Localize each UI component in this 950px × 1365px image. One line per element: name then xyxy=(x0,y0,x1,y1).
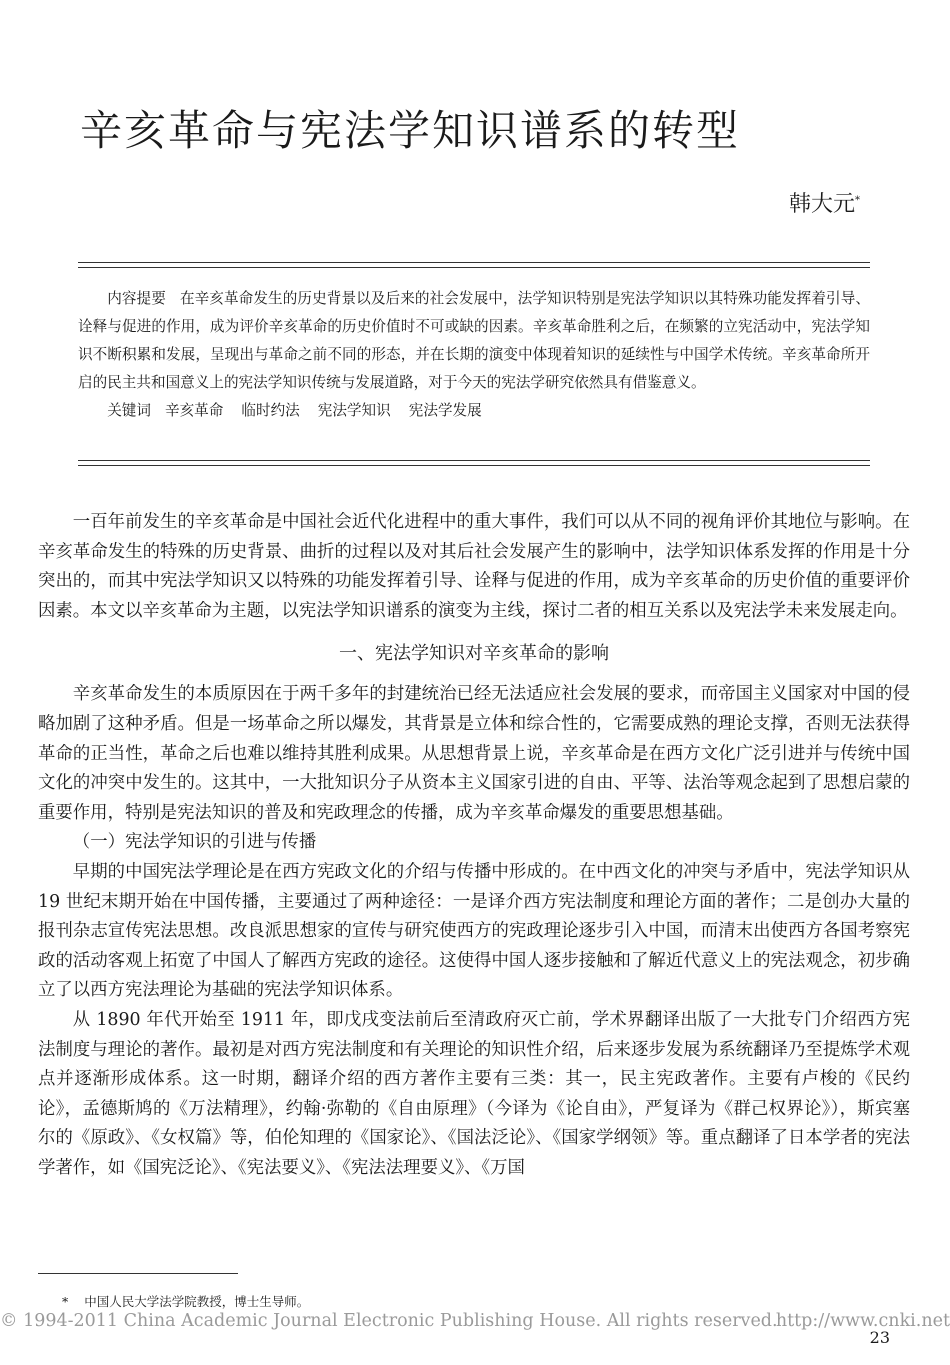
footnote-mark: * xyxy=(62,1294,69,1309)
keyword: 辛亥革命 xyxy=(164,402,224,419)
subsection-heading: （一）宪法学知识的引进与传播 xyxy=(72,832,317,853)
footnote xyxy=(62,1293,309,1311)
cnki-url: http://www.cnki.net xyxy=(775,1311,950,1331)
keyword: 宪法学发展 xyxy=(408,402,482,419)
abstract-text: 在辛亥革命发生的历史背景以及后来的社会发展中，法学知识特别是宪法学知识以其特殊功能发挥着引导、诠释与促进的作用，成为评价辛亥革命的历史价值时不可或缺的因素。辛亥革命胜利之后，在频繁的立宪活动中，宪法学知识不断积累和发展，呈现出与革命之前不同的形态，并在长期的演变中体现着知识的延续性与中国学术传统。辛亥革命所开启的民主共和国意义上的宪法学知识传统与发展道路，对于今天的宪法学研究依然具有借鉴意义。 xyxy=(78,290,870,391)
abstract-paragraph xyxy=(78,285,870,397)
body-paragraph: 从 1890 年代开始至 1911 年，即戊戌变法前后至清政府灭亡前，学术界翻译出版了一大批专门介绍西方宪法制度与理论的著作。最初是对西方宪法制度和有关理论的知识性介绍，后来逐步发展为系统翻译乃至提炼学术观点并逐渐形成体系。这一时期，翻译介绍的西方著作主要有三类：其一，民主宪政著作。主要有卢梭的《民约论》，孟德斯鸠的《万法精理》，约翰·弥勒的《自由原理》（今译为《论自由》，严复译为《群己权界论》），斯宾塞尔的《原政》、《女权篇》等，伯伦知理的《国家论》、《国法泛论》、《国家学纲领》等。重点翻译了日本学者的宪法学著作，如《国宪泛论》、《宪法要义》、《宪法法理要义》、《万国 xyxy=(38,1009,910,1178)
copyright-text: © 1994-2011 China Academic Journal Electronic Publishing House. All rights reserved. xyxy=(0,1311,778,1331)
article-body xyxy=(38,508,910,1183)
abstract-block xyxy=(78,285,870,425)
footnote-rule xyxy=(38,1273,238,1274)
abstract-label: 内容提要 xyxy=(107,290,166,307)
keywords-line xyxy=(78,397,870,425)
page-number: 23 xyxy=(869,1328,890,1347)
section-heading: 一、宪法学知识对辛亥革命的影响 xyxy=(339,643,609,665)
body-paragraph: 辛亥革命发生的本质原因在于两千多年的封建统治已经无法适应社会发展的要求，而帝国主义国家对中国的侵略加剧了这种矛盾。但是一场革命之所以爆发，其背景是立体和综合性的，它需要成熟的理论支撑，否则无法获得革命的正当性，革命之后也难以维持其胜利成果。从思想背景上说，辛亥革命是在西方文化广泛引进并与传统中国文化的冲突中发生的。这其中，一大批知识分子从资本主义国家引进的自由、平等、法治等观念起到了思想启蒙的重要作用，特别是宪法知识的普及和宪政理念的传播，成为辛亥革命爆发的重要思想基础。 xyxy=(38,684,910,823)
author-footnote-mark: * xyxy=(855,195,860,206)
abstract-bottom-rule xyxy=(78,460,870,466)
body-paragraph: 早期的中国宪法学理论是在西方宪政文化的介绍与传播中形成的。在中西文化的冲突与矛盾中，宪法学知识从 19 世纪末期开始在中国传播，主要通过了两种途径：一是译介西方宪法制度和理论方面的著作；二是创办大量的报刊杂志宣传宪法思想。改良派思想家的宣传与研究使西方的宪政理论逐步引入中国，而清末出使西方各国考察宪政的活动客观上拓宽了中国人了解西方宪政的途径。这使得中国人逐步接触和了解近代意义上的宪法观念，初步确立了以西方宪法理论为基础的宪法学知识体系。 xyxy=(38,861,910,1001)
keyword: 临时约法 xyxy=(241,402,300,419)
keyword: 宪法学知识 xyxy=(317,402,391,419)
intro-paragraph: 一百年前发生的辛亥革命是中国社会近代化进程中的重大事件，我们可以从不同的视角评价其地位与影响。在辛亥革命发生的特殊的历史背景、曲折的过程以及对其后社会发展产生的影响中，法学知识体系发挥的作用是十分突出的，而其中宪法学知识又以特殊的功能发挥着引导、诠释与促进的作用，成为辛亥革命的历史价值的重要评价因素。本文以辛亥革命为主题，以宪法学知识谱系的演变为主线，探讨二者的相互关系以及宪法学未来发展走向。 xyxy=(38,512,910,621)
keywords-label: 关键词 xyxy=(107,402,151,419)
abstract-top-rule xyxy=(78,262,870,268)
page-title: 辛亥革命与宪法学知识谱系的转型 xyxy=(80,106,741,155)
author-name: 韩大元 xyxy=(788,192,855,217)
author xyxy=(789,190,860,220)
footnote-text: 中国人民大学法学院教授，博士生导师。 xyxy=(84,1294,310,1309)
